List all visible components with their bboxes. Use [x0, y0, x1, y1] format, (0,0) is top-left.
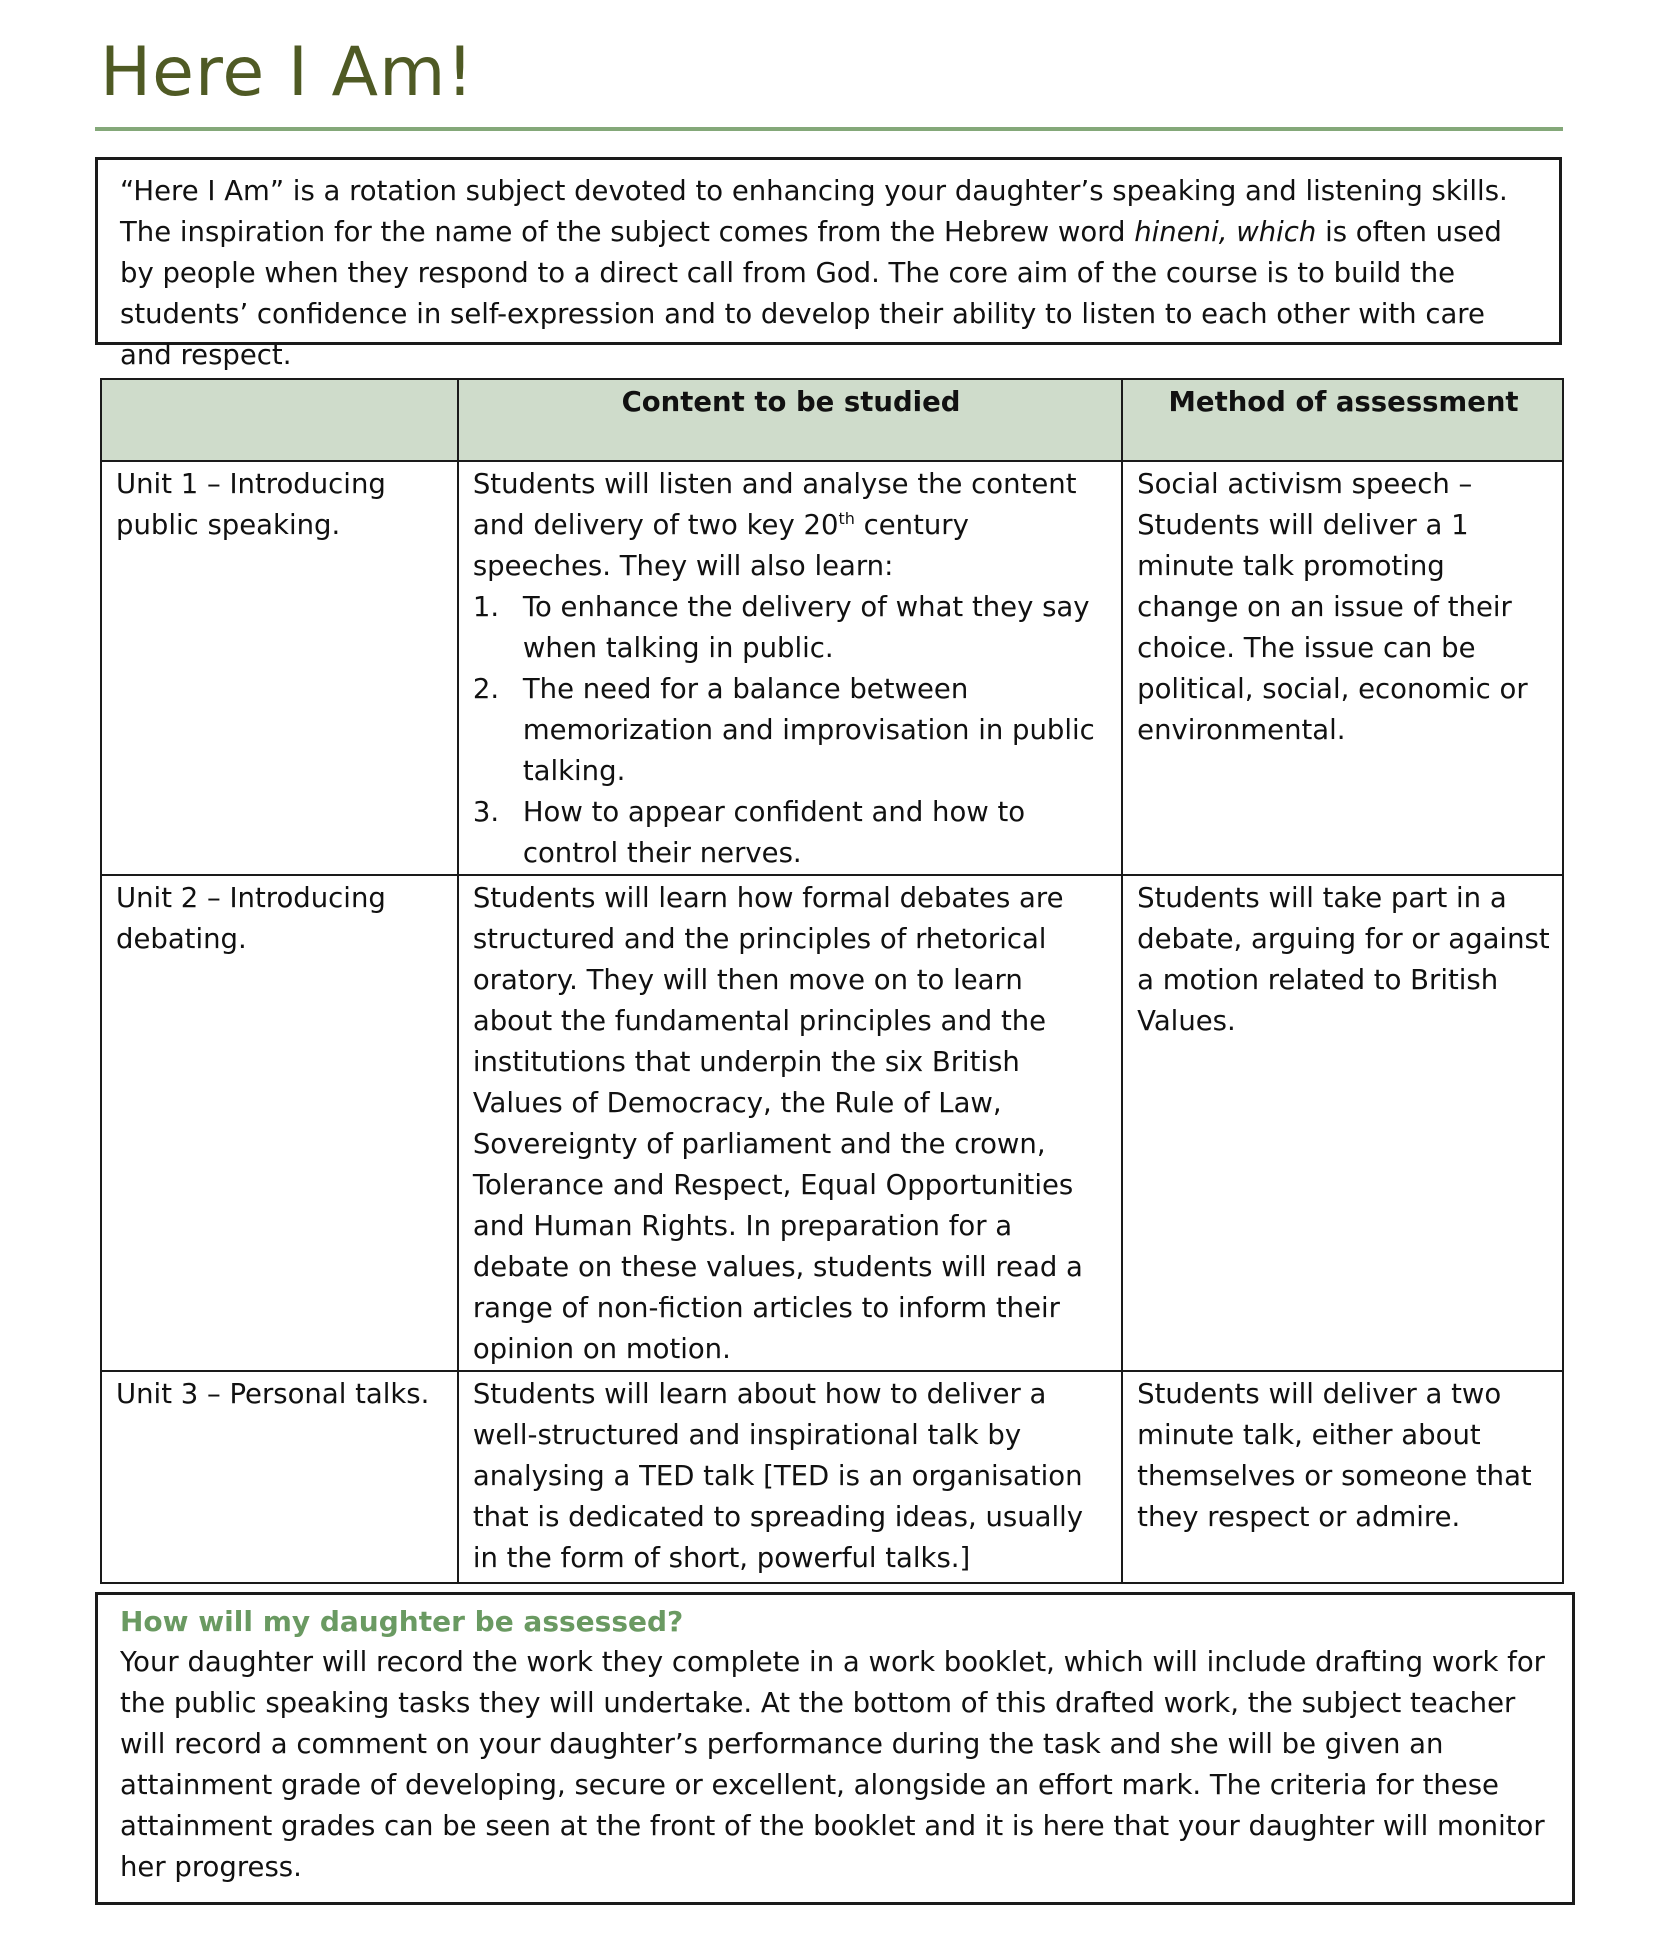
title-divider: [95, 127, 1563, 131]
table-row-unit-2: [101, 875, 1563, 1371]
assessment-heading: How will my daughter be assessed?: [120, 1605, 684, 1638]
page-title: Here I Am!: [100, 33, 475, 112]
unit-1-list: [473, 587, 1109, 874]
assessment-info-box: [95, 1592, 1575, 1905]
list-item-number: 1.: [472, 591, 500, 623]
unit-3-assessment: Students will deliver a two minute talk, either about themselves or someone that they respect or admire.: [1122, 1371, 1563, 1583]
unit-2-content: Students will learn how formal debates are structured and the principles of rhetorical oratory. They will then move on to learn about the fundamental principles and the institutions that underpin the six British Values of Democracy, the Rule of Law, Sovereignty of parliament and the crown, Tolerance and Respect, Equal Opportunities and Human Rights. In preparation for a debate on these values, students will read a range of non-fiction articles to inform their opinion on motion.: [458, 875, 1122, 1371]
units-table: [100, 378, 1564, 1584]
table-row-unit-1: [101, 461, 1563, 875]
unit-2-assessment: Students will take part in a debate, arguing for or against a motion related to British Values.: [1122, 875, 1563, 1371]
unit-1-content-intro: [473, 464, 1109, 587]
unit-1-assessment: Social activism speech – Students will deliver a 1 minute talk promoting change on an issue of their choice. The issue can be political, social, economic or environmental.: [1122, 461, 1563, 875]
intro-paragraph: [120, 171, 1539, 376]
unit-1-content: [458, 461, 1122, 875]
assessment-body: Your daughter will record the work they complete in a work booklet, which will include drafting work for the public speaking tasks they will undertake. At the bottom of this drafted work, the subject teacher will record a comment on your daughter’s performance during the task and she will be given an attainment grade of developing, secure or excellent, alongside an effort mark. The criteria for these attainment grades can be seen at the front of the booklet and it is here that your daughter will monitor her progress.: [120, 1646, 1545, 1883]
header-content: Content to be studied: [458, 379, 1122, 461]
list-item-text: To enhance the delivery of what they say when talking in public.: [522, 591, 1090, 664]
header-assessment: Method of assessment: [1122, 379, 1563, 461]
list-item-number: 3.: [472, 796, 500, 828]
table-header-row: [101, 379, 1563, 461]
list-item: [473, 587, 1109, 669]
list-item-text: How to appear confident and how to control their nerves.: [522, 796, 1026, 869]
unit-1-intro-b: century speeches. They will also learn:: [472, 509, 969, 582]
unit-3-title: Unit 3 – Personal talks.: [101, 1371, 458, 1583]
intro-text-start: “Here I Am” is a rotation subject devoted to enhancing your daughter’s speaking and listening skills. The inspiration for the name of the subject comes from the Hebrew word: [120, 175, 1508, 248]
unit-1-title: Unit 1 – Introducing public speaking.: [101, 461, 458, 875]
unit-1-intro-a: Students will listen and analyse the content and delivery of two key 20: [472, 468, 1077, 541]
unit-1-intro-superscript: th: [838, 508, 855, 528]
unit-3-content: Students will learn about how to deliver a well-structured and inspirational talk by analysing a TED talk [TED is an organisation that is dedicated to spreading ideas, usually in the form of short, powerful talks.]: [458, 1371, 1122, 1583]
intro-box: [95, 157, 1562, 371]
intro-text-end: is often used by people when they respond to a direct call from God. The core aim of the course is to build the students’ confidence in self-expression and to develop their ability to listen to each other with care and respect.: [120, 216, 1502, 371]
table-row-unit-3: [101, 1371, 1563, 1583]
list-item: [473, 669, 1109, 792]
list-item-number: 2.: [472, 673, 500, 705]
list-item-text: The need for a balance between memorization and improvisation in public talking.: [522, 673, 1095, 787]
header-unit-cell: [101, 379, 458, 461]
unit-2-title: Unit 2 – Introducing debating.: [101, 875, 458, 1371]
intro-emphasis: hineni, which: [1134, 216, 1317, 248]
list-item: [473, 792, 1109, 874]
